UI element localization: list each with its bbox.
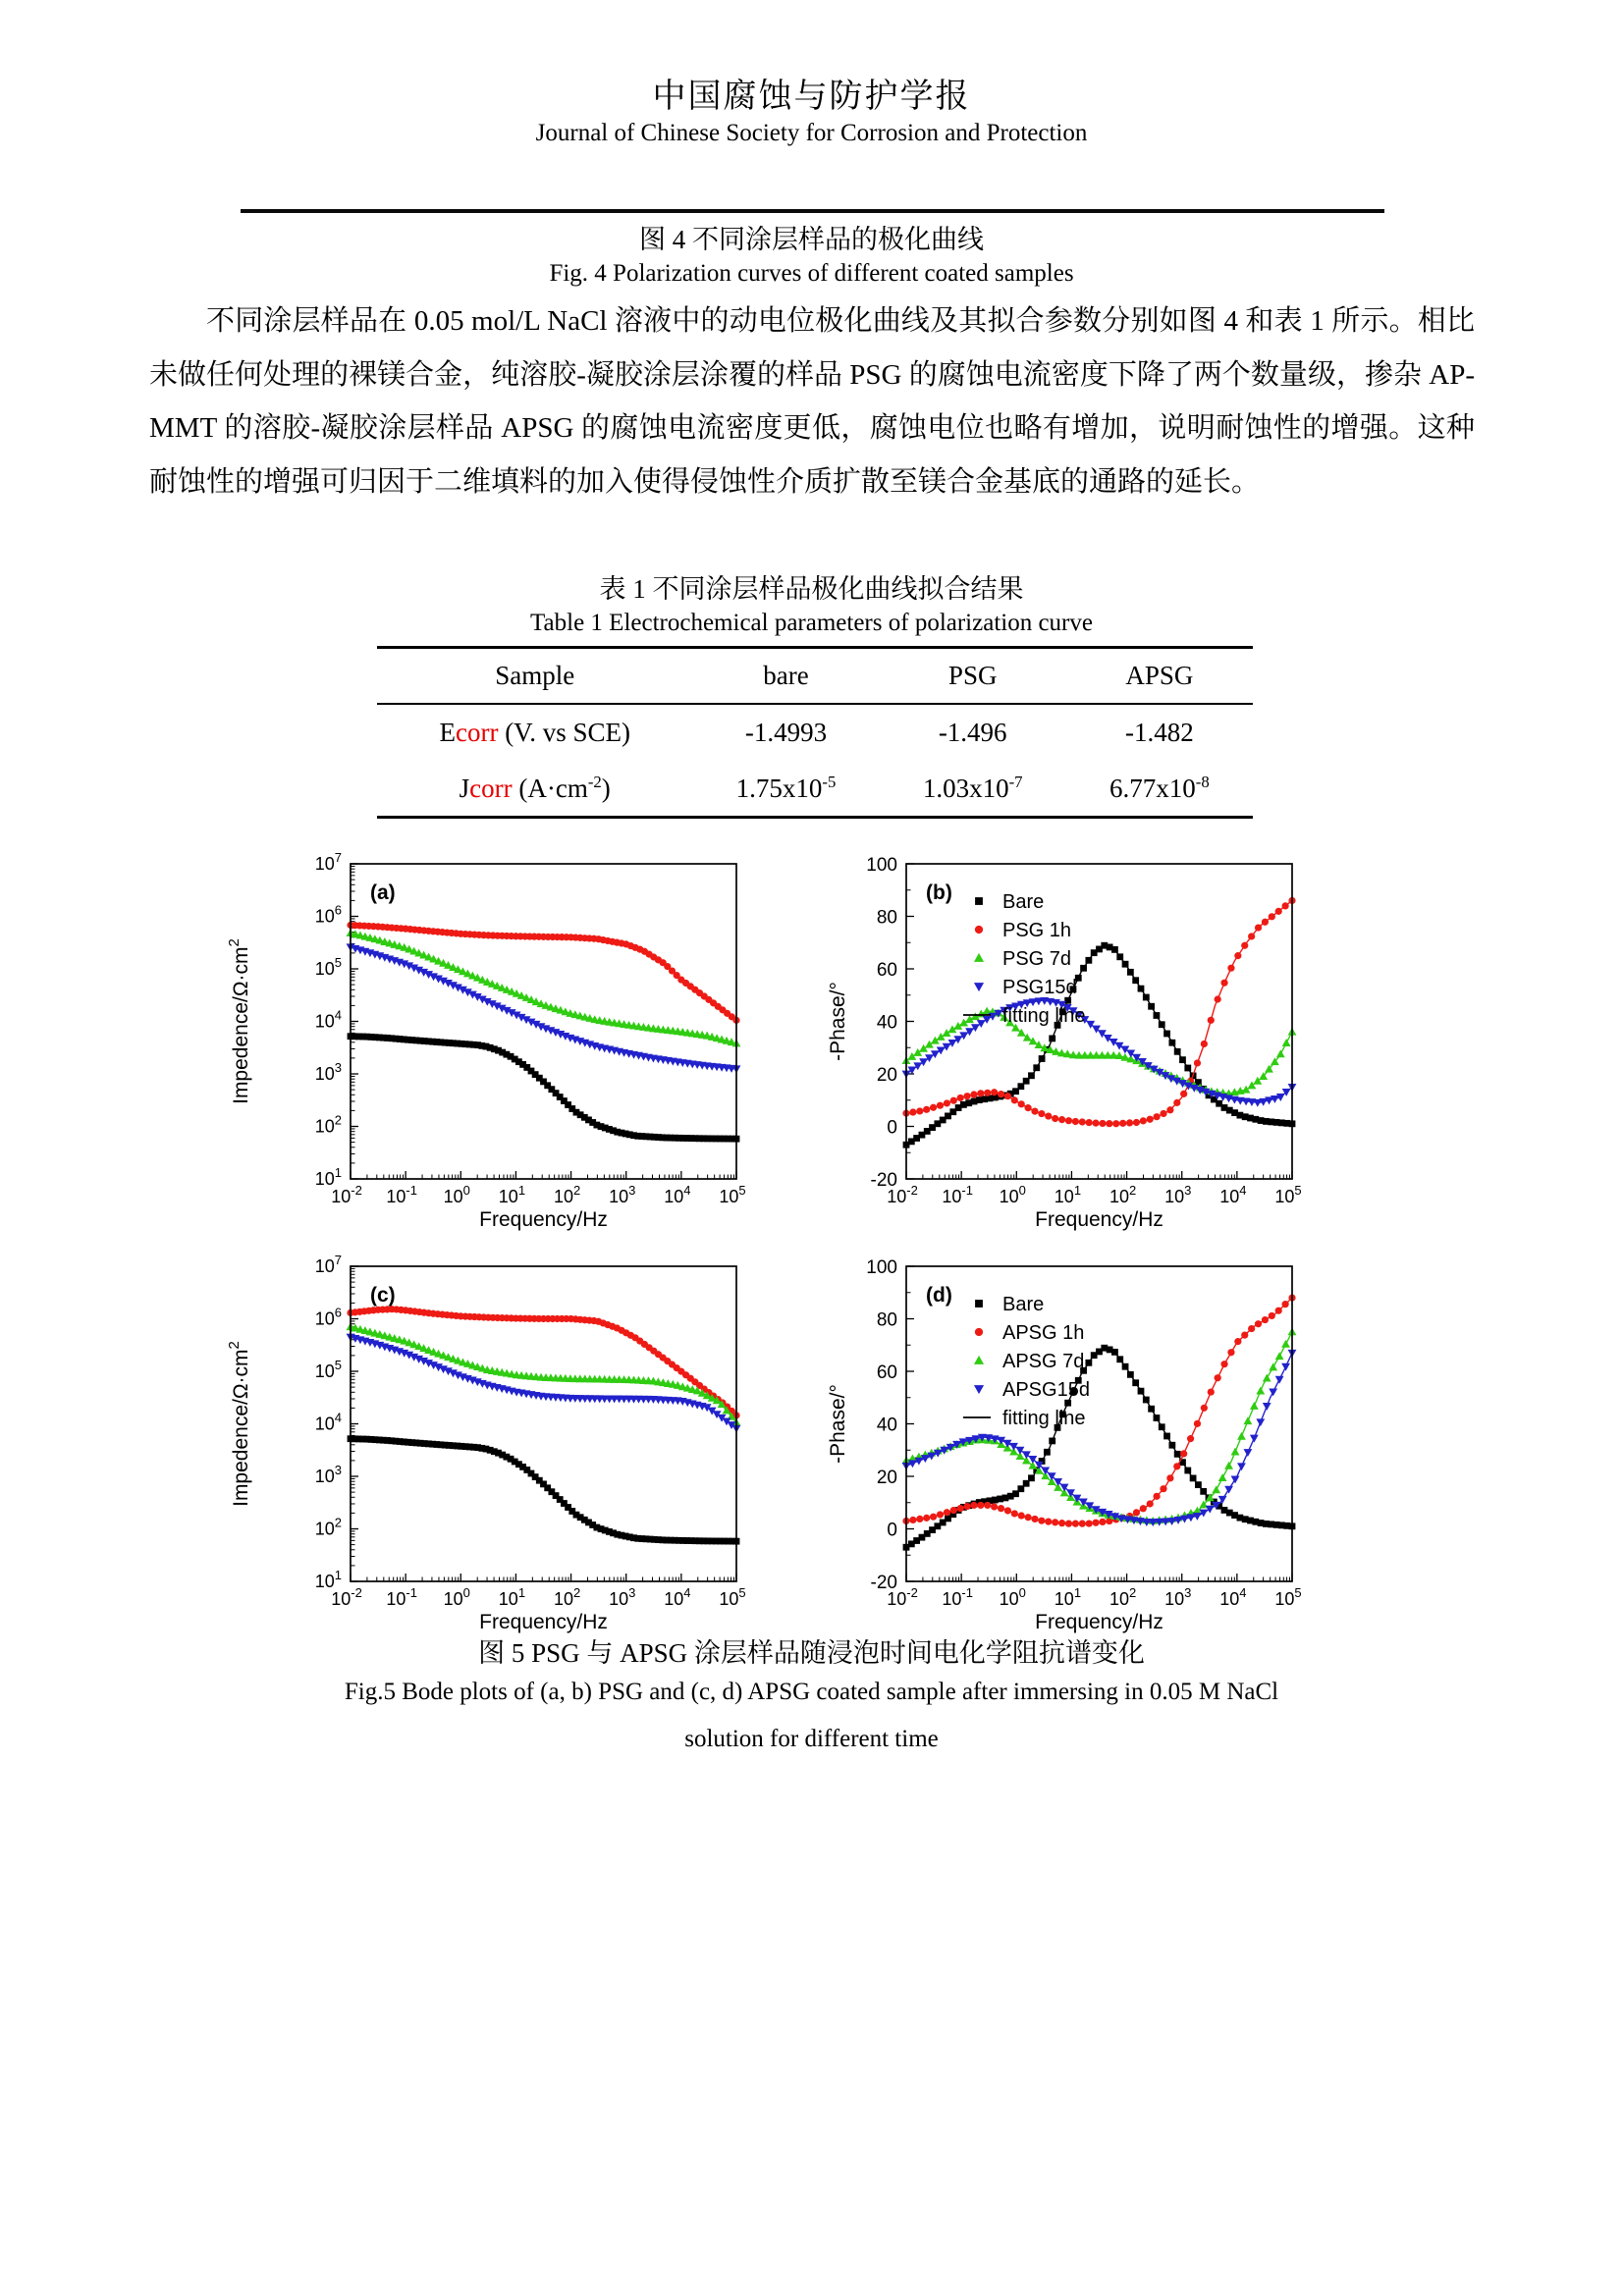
svg-text:107: $10^7$ <box>314 850 342 874</box>
fig4-caption-zh: 图 4 不同涂层样品的极化曲线 <box>639 225 984 254</box>
svg-text:10-1: $10^{-1}$ <box>386 1585 417 1609</box>
table1-caption-zh: 表 1 不同涂层样品极化曲线拟合结果 <box>599 574 1024 604</box>
table-header-sample: Sample <box>377 648 692 704</box>
svg-text:Frequency/Hz: Frequency/Hz <box>1035 1611 1163 1633</box>
svg-text:Bare: Bare <box>1002 891 1045 913</box>
header-rule <box>241 209 1384 213</box>
svg-text:60: 60 <box>876 960 897 981</box>
svg-text:Frequency/Hz: Frequency/Hz <box>479 1611 608 1633</box>
svg-text:102: $10^2$ <box>553 1183 581 1206</box>
svg-text:-20: -20 <box>870 1573 897 1593</box>
svg-text:105: $10^5$ <box>314 1358 342 1381</box>
fig5-caption-en-line1: Fig.5 Bode plots of (a, b) PSG and (c, d) APSG coated sample after immersing in 0.05 M NaCl <box>344 1679 1279 1705</box>
svg-text:100: $10^0$ <box>443 1183 470 1206</box>
svg-text:80: 80 <box>876 1309 897 1331</box>
svg-text:105: $10^5$ <box>314 955 342 979</box>
svg-text:103: $10^3$ <box>314 1060 342 1084</box>
table1 <box>377 646 1253 819</box>
table-header-row <box>377 648 1253 704</box>
svg-text:Bare: Bare <box>1002 1294 1045 1315</box>
svg-text:(a): (a) <box>370 881 396 904</box>
table-header-apsg: APSG <box>1066 648 1253 704</box>
svg-text:(b): (b) <box>926 881 952 904</box>
svg-text:106: $10^6$ <box>314 1305 342 1329</box>
svg-text:102: $10^2$ <box>314 1112 342 1137</box>
svg-text:-20: -20 <box>870 1170 897 1191</box>
svg-text:105: $10^5$ <box>719 1183 746 1206</box>
row-label-jcorr: Jcorr $(A\cdot cm^{-2})$ <box>459 772 611 803</box>
svg-text:40: 40 <box>876 1012 897 1034</box>
table-row-jcorr <box>377 761 1253 818</box>
svg-text:101: $10^1$ <box>1054 1183 1082 1206</box>
bode-phase-psg-chart <box>774 840 1333 1233</box>
svg-text:103: $10^3$ <box>314 1463 342 1486</box>
svg-text:106: $10^6$ <box>314 902 342 927</box>
svg-text:-Phase/°: -Phase/° <box>827 982 849 1061</box>
svg-text:102: $10^2$ <box>1109 1585 1137 1609</box>
svg-text:101: $10^1$ <box>498 1585 526 1609</box>
row-label-ecorr: Ecorr (V. vs SCE) <box>439 718 630 747</box>
svg-text:(d): (d) <box>926 1284 952 1307</box>
svg-text:Frequency/Hz: Frequency/Hz <box>1035 1208 1163 1231</box>
svg-text:104: $10^4$ <box>1219 1183 1247 1206</box>
fig4-caption-en: Fig. 4 Polarization curves of different coated samples <box>549 260 1074 287</box>
svg-text:100: $10^0$ <box>443 1585 470 1609</box>
svg-text:APSG15d: APSG15d <box>1002 1379 1090 1401</box>
svg-text:104: $10^4$ <box>314 1410 342 1434</box>
svg-text:Impedence/Ω·cm2: Impedence/$\Omega\cdot cm^2$ <box>226 938 252 1104</box>
svg-text:103: $10^3$ <box>609 1183 636 1206</box>
table-cell-ecorr-bare: -1.4993 <box>744 718 828 747</box>
svg-text:107: $10^7$ <box>314 1253 342 1276</box>
bode-impedance-apsg-chart <box>218 1243 778 1635</box>
svg-text:102: $10^2$ <box>314 1515 342 1539</box>
journal-title-zh: 中国腐蚀与防护学报 <box>652 79 971 115</box>
table-cell-ecorr-psg: -1.496 <box>938 718 1007 747</box>
svg-text:0: 0 <box>887 1117 897 1139</box>
svg-text:101: $10^1$ <box>498 1183 526 1206</box>
svg-text:Impedence/Ω·cm2: Impedence/$\Omega\cdot cm^2$ <box>226 1341 252 1507</box>
table-header-bare: bare <box>692 648 879 704</box>
table-cell-ecorr-apsg: -1.482 <box>1125 718 1194 747</box>
svg-text:(c): (c) <box>370 1284 396 1307</box>
svg-text:60: 60 <box>876 1362 897 1383</box>
svg-text:100: 100 <box>866 1257 897 1278</box>
fig5-caption-en-line2: solution for different time <box>684 1726 939 1752</box>
svg-text:10-1: $10^{-1}$ <box>386 1183 417 1206</box>
svg-text:40: 40 <box>876 1415 897 1436</box>
svg-text:105: $10^5$ <box>719 1585 746 1609</box>
svg-text:101: $10^1$ <box>314 1165 342 1189</box>
table1-container <box>377 646 1253 819</box>
table-header-psg: PSG <box>880 648 1066 704</box>
svg-text:104: $10^4$ <box>664 1183 691 1206</box>
svg-text:APSG 7d: APSG 7d <box>1002 1351 1085 1372</box>
svg-text:0: 0 <box>887 1520 897 1541</box>
svg-text:103: $10^3$ <box>1164 1585 1192 1609</box>
svg-text:101: $10^1$ <box>314 1568 342 1591</box>
svg-text:10-1: $10^{-1}$ <box>942 1585 973 1609</box>
svg-text:APSG 1h: APSG 1h <box>1002 1322 1085 1344</box>
svg-text:104: $10^4$ <box>314 1007 342 1032</box>
svg-text:10-2: $10^{-2}$ <box>887 1585 918 1609</box>
svg-text:20: 20 <box>876 1065 897 1086</box>
table-cell-jcorr-bare: $1.75x10^{-5}$ <box>735 772 837 803</box>
table-cell-jcorr-apsg: $6.77x10^{-8}$ <box>1109 772 1210 803</box>
svg-text:PSG 7d: PSG 7d <box>1002 948 1072 970</box>
svg-text:10-2: $10^{-2}$ <box>331 1183 362 1206</box>
svg-text:105: $10^5$ <box>1274 1183 1302 1206</box>
table-row-ecorr <box>377 704 1253 761</box>
svg-text:102: $10^2$ <box>1109 1183 1137 1206</box>
svg-text:100: $10^0$ <box>999 1183 1026 1206</box>
svg-text:104: $10^4$ <box>1219 1585 1247 1609</box>
svg-text:10-1: $10^{-1}$ <box>942 1183 973 1206</box>
table1-caption-en: Table 1 Electrochemical parameters of polarization curve <box>530 610 1093 636</box>
svg-text:10-2: $10^{-2}$ <box>887 1183 918 1206</box>
svg-text:105: $10^5$ <box>1274 1585 1302 1609</box>
body-paragraph: 不同涂层样品在 0.05 mol/L NaCl 溶液中的动电位极化曲线及其拟合参数分别如图 4 和表 1 所示。相比未做任何处理的裸镁合金，纯溶胶-凝胶涂层涂覆的样品 PSG 的腐蚀电流密度下降了两个数量级，掺杂 AP-MMT 的溶胶-凝胶涂层样品 APSG 的腐蚀电流密度更低，腐蚀电位也略有增加，说明耐蚀性的增强。这种耐蚀性的增强可归因于二维填料的加入使得侵蚀性介质扩散至镁合金基底的通路的延长。 <box>149 305 1475 498</box>
journal-title-en: Journal of Chinese Society for Corrosion and Protection <box>535 120 1088 146</box>
bode-phase-apsg-chart <box>774 1243 1333 1635</box>
svg-text:fitting line: fitting line <box>1002 1408 1086 1429</box>
svg-text:100: $10^0$ <box>999 1585 1026 1609</box>
svg-text:102: $10^2$ <box>553 1585 581 1609</box>
svg-text:-Phase/°: -Phase/° <box>827 1384 849 1464</box>
svg-text:101: $10^1$ <box>1054 1585 1082 1609</box>
table-cell-jcorr-psg: $1.03x10^{-7}$ <box>922 772 1023 803</box>
svg-text:100: 100 <box>866 855 897 876</box>
svg-text:PSG 1h: PSG 1h <box>1002 920 1072 941</box>
svg-text:fitting line: fitting line <box>1002 1005 1086 1027</box>
svg-text:20: 20 <box>876 1468 897 1488</box>
svg-text:103: $10^3$ <box>1164 1183 1192 1206</box>
fig5-caption-zh: 图 5 PSG 与 APSG 涂层样品随浸泡时间电化学阻抗谱变化 <box>478 1638 1145 1668</box>
svg-text:104: $10^4$ <box>664 1585 691 1609</box>
bode-impedance-psg-chart <box>218 840 778 1233</box>
svg-text:80: 80 <box>876 907 897 929</box>
svg-text:PSG15d: PSG15d <box>1002 977 1077 998</box>
svg-text:10-2: $10^{-2}$ <box>331 1585 362 1609</box>
svg-text:Frequency/Hz: Frequency/Hz <box>479 1208 608 1231</box>
svg-text:103: $10^3$ <box>609 1585 636 1609</box>
